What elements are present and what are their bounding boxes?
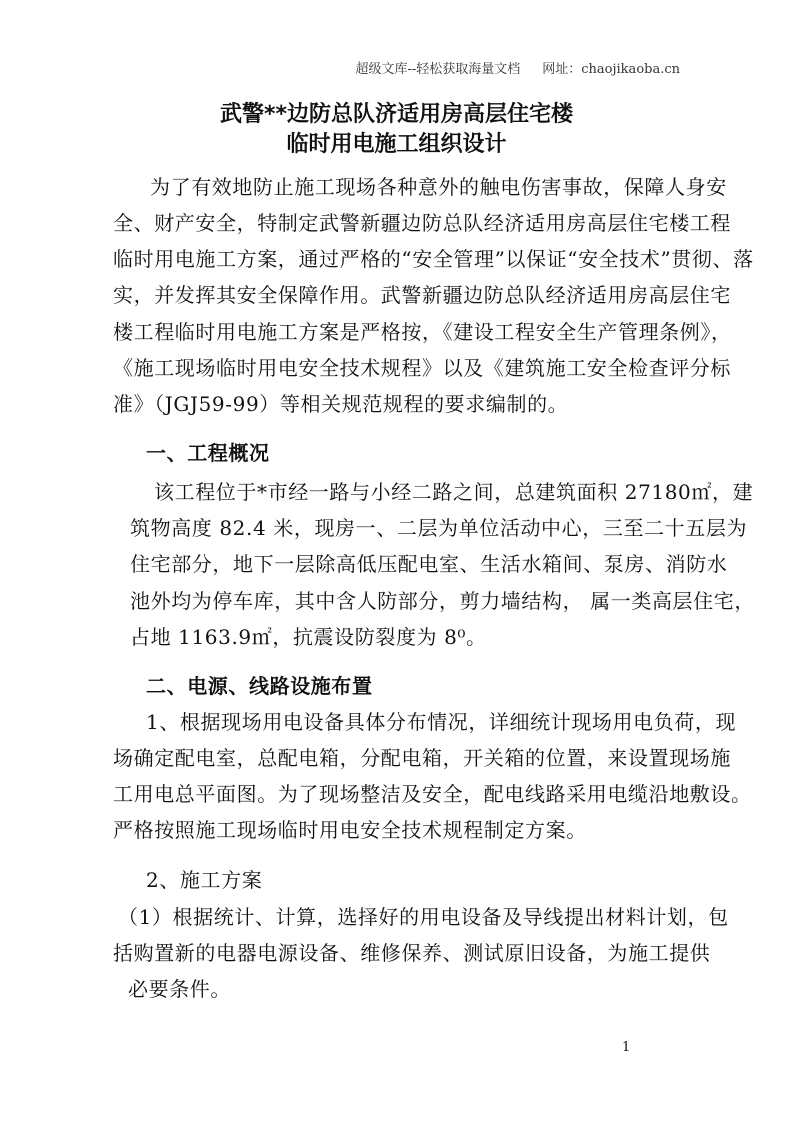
intro-line: 全、财产安全，特制定武警新疆边防总队经济适用房高层住宅楼工程 bbox=[113, 211, 731, 235]
section2-item2-line: 括购置新的电器电源设备、维修保养、测试原旧设备，为施工提供 bbox=[113, 941, 711, 965]
intro-line: 楼工程临时用电施工方案是严格按，《建设工程安全生产管理条例》， bbox=[113, 320, 732, 344]
section2-item1-line: 场确定配电室，总配电箱，分配电箱，开关箱的位置，来设置现场施 bbox=[113, 746, 731, 770]
site-name: 超级文库--轻松获取海量文档 bbox=[355, 62, 521, 77]
site-url: 网址：chaojikaoba.cn bbox=[542, 62, 680, 77]
intro-line: 为了有效地防止施工现场各种意外的触电伤害事故，保障人身安 bbox=[150, 175, 727, 199]
section2-item2-heading: 2、施工方案 bbox=[146, 868, 263, 892]
section2-item1-line: 1、根据现场用电设备具体分布情况，详细统计现场用电负荷，现 bbox=[146, 710, 737, 734]
intro-line: 实，并发挥其安全保障作用。武警新疆边防总队经济适用房高层住宅 bbox=[113, 283, 731, 307]
section1-line: 占地 1163.9㎡，抗震设防裂度为 8⁰。 bbox=[130, 625, 487, 649]
section2-heading: 二、电源、线路设施布置 bbox=[146, 674, 373, 698]
section1-line: 该工程位于*市经一路与小经二路之间，总建筑面积 27180㎡，建 bbox=[154, 480, 754, 504]
intro-line: 《施工现场临时用电安全技术规程》以及《建筑施工安全检查评分标 bbox=[113, 356, 731, 380]
page-number: 1 bbox=[622, 1040, 631, 1055]
document-title-line1: 武警**边防总队济适用房高层住宅楼 bbox=[219, 102, 573, 127]
section2-item1-line: 工用电总平面图。为了现场整洁及安全，配电线路采用电缆沿地敷设。 bbox=[113, 782, 752, 806]
section1-heading: 一、工程概况 bbox=[146, 441, 270, 465]
document-title-line2: 临时用电施工组织设计 bbox=[286, 132, 507, 157]
intro-line: 准》（JGJ59-99）等相关规范规程的要求编制的。 bbox=[113, 392, 569, 416]
section2-item1-line: 严格按照施工现场临时用电安全技术规程制定方案。 bbox=[113, 818, 587, 842]
section2-item2-line: （1）根据统计、计算，选择好的用电设备及导线提出材料计划，包 bbox=[118, 905, 729, 929]
section1-line: 筑物高度 82.4 米，现房一、二层为单位活动中心，三至二十五层为 bbox=[130, 516, 748, 540]
section2-item2-line: 必要条件。 bbox=[128, 977, 231, 1001]
section1-line: 池外均为停车库，其中含人防部分，剪力墙结构， 属一类高层住宅， bbox=[130, 589, 755, 613]
page-header bbox=[333, 58, 680, 77]
intro-line: 临时用电施工方案，通过严格的“安全管理”以保证“安全技术”贯彻、落 bbox=[113, 247, 754, 271]
section1-line: 住宅部分，地下一层除高低压配电室、生活水箱间、泵房、消防水 bbox=[130, 552, 728, 576]
